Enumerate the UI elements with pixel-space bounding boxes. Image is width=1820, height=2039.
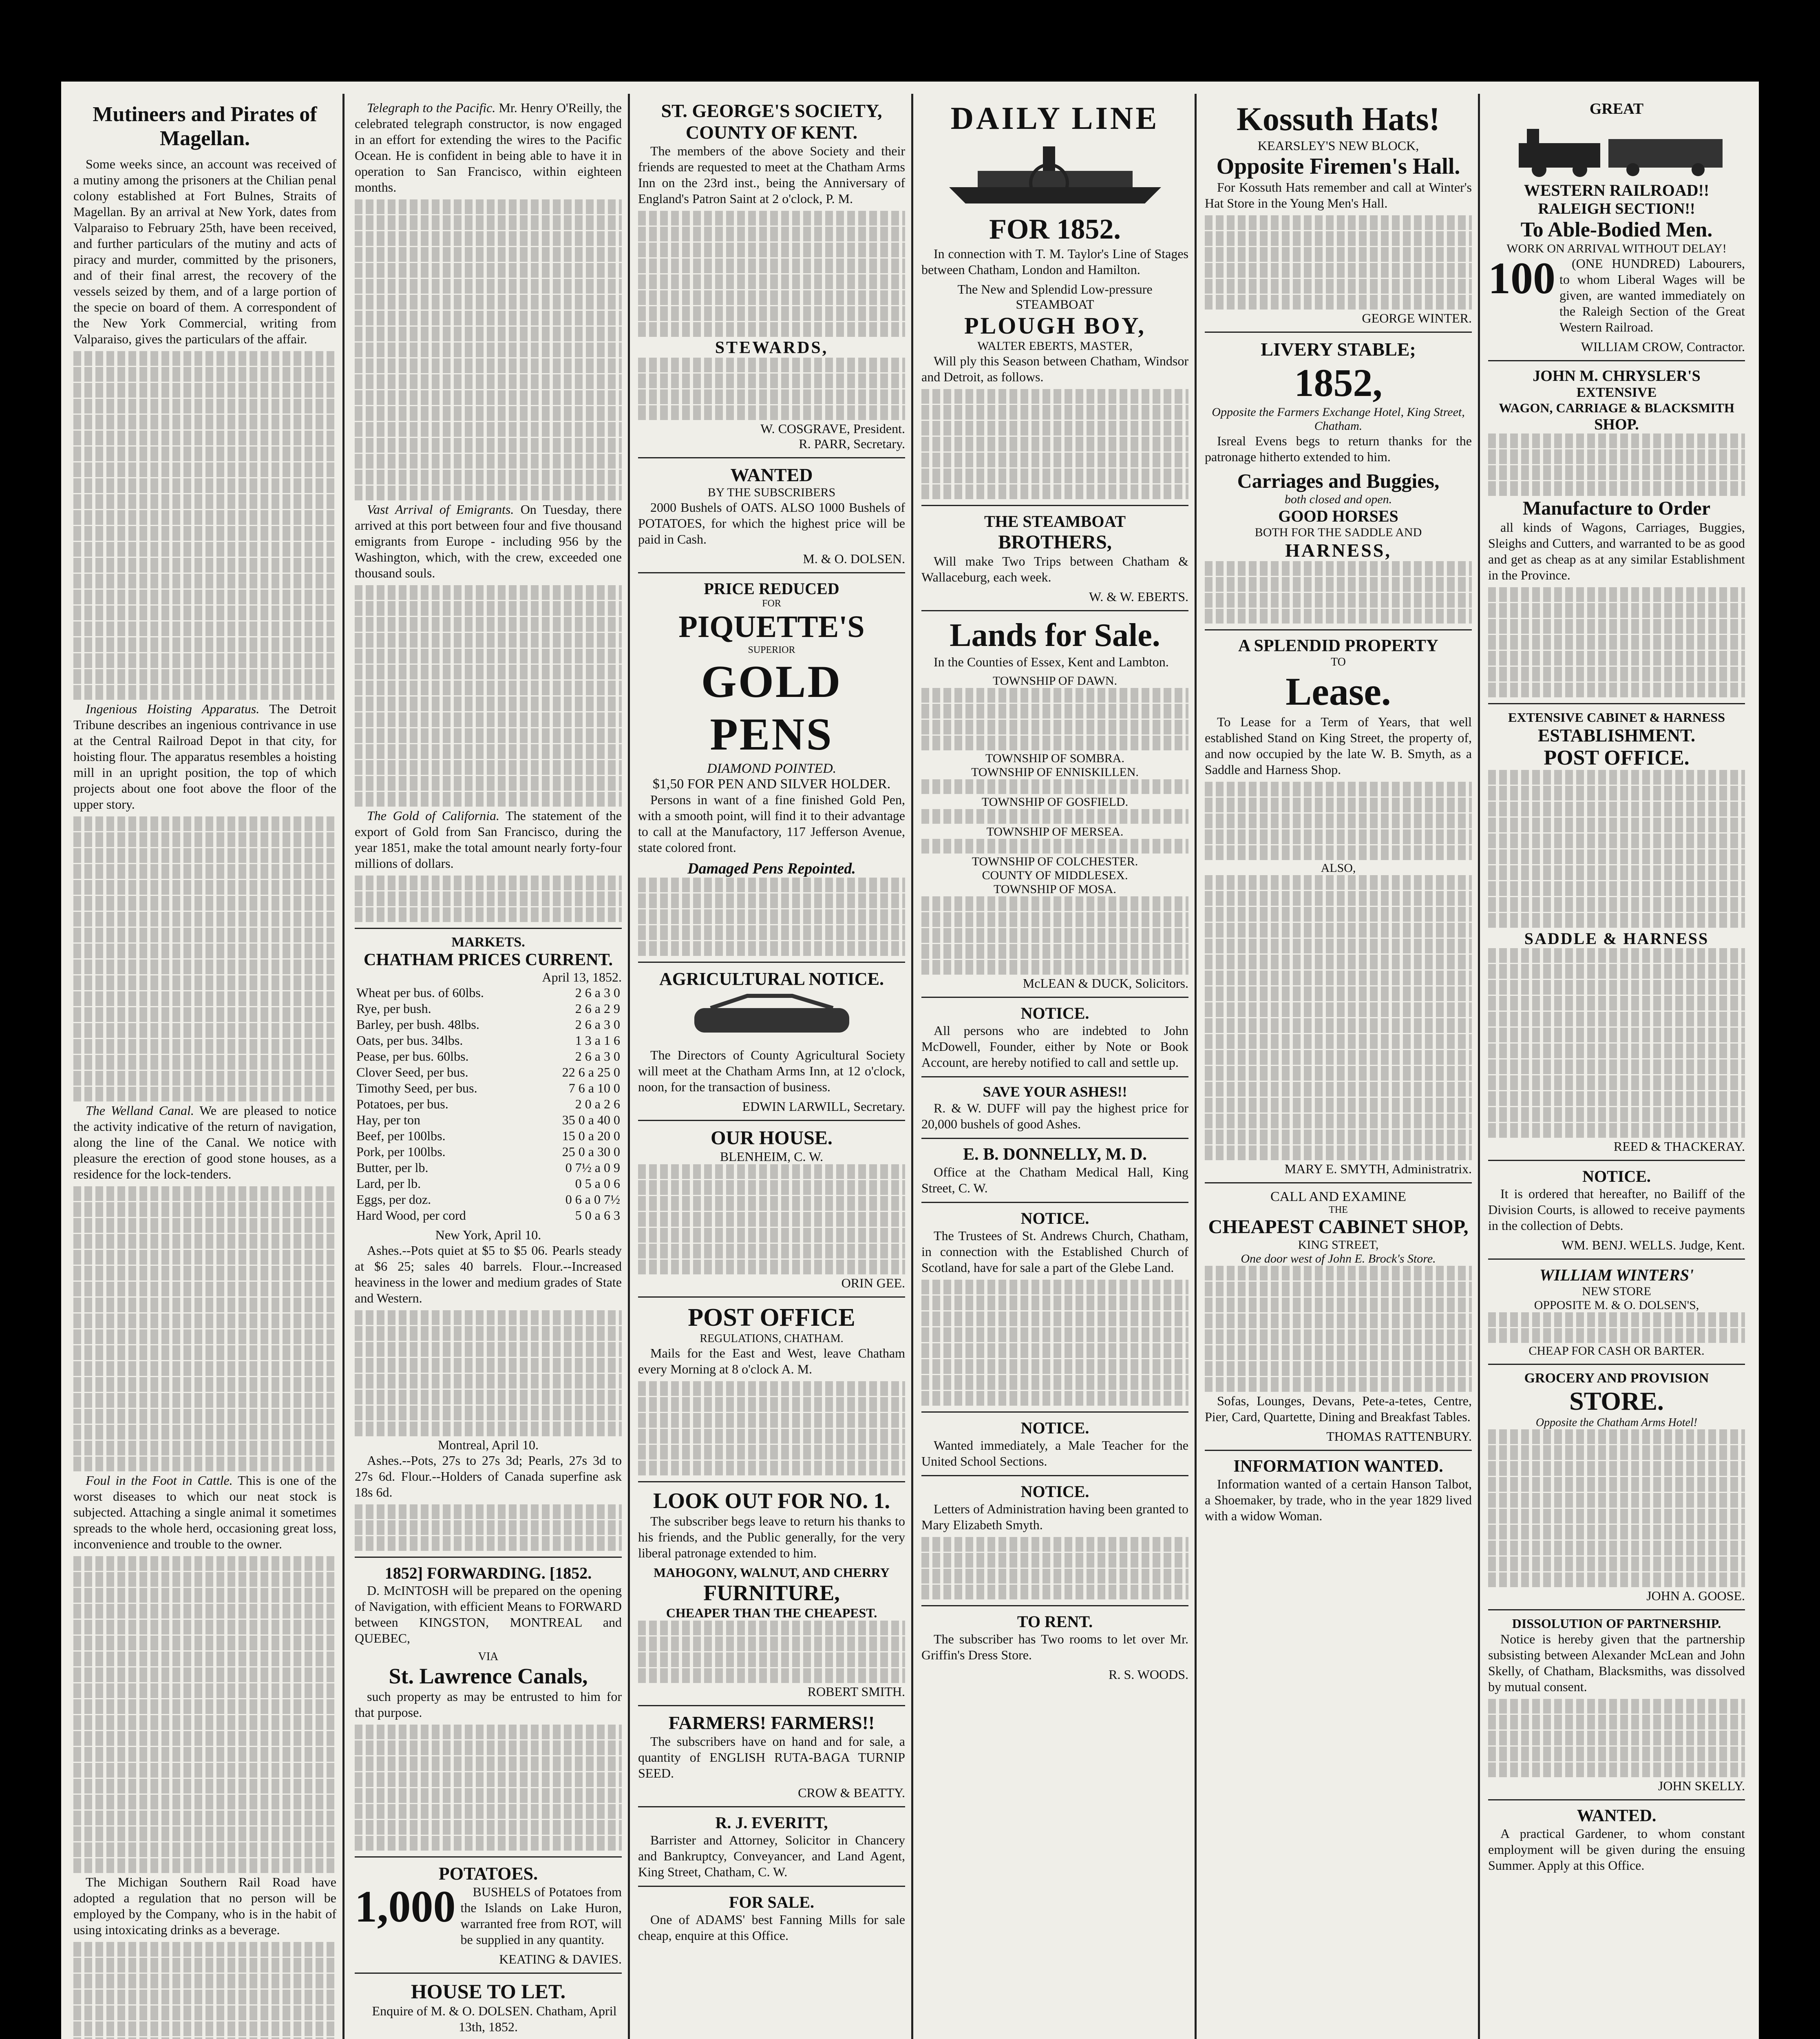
ad-heading: NOTICE. xyxy=(1020,1419,1089,1437)
price-item: Rye, per bush. xyxy=(356,1001,431,1016)
price-item: Eggs, per doz. xyxy=(356,1192,431,1207)
ad-heading: NOTICE. xyxy=(1020,1004,1089,1022)
ad-heading: ST. GEORGE'S SOCIETY, xyxy=(661,100,882,121)
column-rule xyxy=(911,94,913,2039)
price-value: 0 7½ a 0 9 xyxy=(565,1160,620,1175)
ad-heading: FURNITURE, xyxy=(703,1581,840,1605)
steamboat-icon xyxy=(941,138,1169,212)
ad-heading: JOHN M. CHRYSLER'S xyxy=(1533,367,1701,385)
price-value: 2 6 a 3 0 xyxy=(575,1049,620,1064)
ad-heading: INFORMATION WANTED. xyxy=(1233,1457,1443,1476)
ad-heading: WILLIAM WINTERS' xyxy=(1539,1266,1694,1284)
ad-heading: WESTERN RAILROAD!! xyxy=(1524,181,1710,199)
table-row xyxy=(355,1048,622,1064)
market-dateline: Montreal, April 10. xyxy=(437,1437,539,1452)
ad-heading: OUR HOUSE. xyxy=(711,1127,833,1149)
column-6: GREAT WESTERN RAILROAD!! RALEIGH SECTION!! To Able-Bodied Men. WORK ON ARRIVAL WITHOUT DELAY! 100 (ONE HUNDRED) Labourers, to whom Liberal Wages will be given, are wanted immediately on the Raleigh Section of the Great Western Railroad. WILLIAM CROW, Contractor. JOHN M. CHRYSLER'S EXTENSIVE WAGON, CARRIAGE & BLACKSMITH SHOP. Manufacture to Order all kinds of Wagons, Carriages, Buggies, Sleighs and Cutters, and warranted to be as good and get as cheap as at any similar Establishment in the Province. EXTENSIVE CABINET & HARNESS ESTABLISHMENT. POST OFFICE. SADDLE & HARNESS REED & THACKERAY. NOTICE. It is ordered that hereafter, no Bailiff of the Division Courts, is allowed to receive payments in the collection of Debts. WM. BENJ. WELLS. Judge, Kent. WILLIAM WINTERS' NEW STORE OPPOSITE M. & O. DOLSEN'S, CHEAP FOR CASH OR BARTER. GROCERY AND PROVISION STORE. Opposite the Chatham Arms Hotel! JOHN A. GOOSE. DISSOLUTION OF PARTNERSHIP. Notice is hereby given that the partnership subsisting between Alexander McLean and John Skelly, of Chatham, Blacksmiths, was dissolved by mutual consent. JOHN SKELLY. WANTED. A practical Gardener, to whom constant employment will be given during the ensuing Summer. Apply at this Office. xyxy=(1488,100,1745,1873)
price-item: Pork, per 100lbs. xyxy=(356,1144,446,1159)
article-title: Foul in the Foot in Cattle. xyxy=(86,1473,233,1488)
price-value: 1 3 a 1 6 xyxy=(575,1033,620,1048)
table-row xyxy=(355,1112,622,1128)
price-value: 5 0 a 6 3 xyxy=(575,1208,620,1223)
column-rule xyxy=(628,94,630,2039)
column-3: ST. GEORGE'S SOCIETY, COUNTY OF KENT. The members of the above Society and their friends are requested to meet at the Chatham Arms Inn on the 23rd inst., being the Anniversary of England's Patron Saint at 2 o'clock, P. M. STEWARDS, W. COSGRAVE, President. R. PARR, Secretary. WANTED BY THE SUBSCRIBERS 2000 Bushels of OATS. ALSO 1000 Bushels of POTATOES, for which the highest price will be paid in Cash. M. & O. DOLSEN. PRICE REDUCED FOR PIQUETTE'S SUPERIOR GOLD PENS DIAMOND POINTED. $1,50 FOR PEN AND SILVER HOLDER. Persons in want of a fine finished Gold Pen, with a smooth point, will find it to their advantage to call at the Manufactory, 117 Jefferson Avenue, state colored front. Damaged Pens Repointed. AGRICULTURAL NOTICE. The Directors of County Agricultural Society will meet at the Chatham Arms Inn, at 12 o'clock, noon, for the transaction of business. EDWIN LARWILL, Secretary. OUR HOUSE. BLENHEIM, C. W. ORIN GEE. POST OFFICE REGULATIONS, CHATHAM. Mails for the East and West, leave Chatham every Morning at 8 o'clock A. M. LOOK OUT FOR NO. 1. The subscriber begs leave to return his thanks to his friends, and the Public generally, for the very liberal patronage extended to him. MAHOGONY, WALNUT, AND CHERRY FURNITURE, CHEAPER THAN THE CHEAPEST. ROBERT SMITH. FARMERS! FARMERS!! The subscribers have on hand and for sale, a quantity of ENGLISH RUTA-BAGA TURNIP SEED. CROW & BEATTY. R. J. EVERITT, Barrister and Attorney, Solicitor in Chancery and Bankruptcy, Conveyancer, and Land Agent, King Street, Chatham, C. W. FOR SALE. One of ADAMS' best Fanning Mills for sale cheap, enquire at this Office. xyxy=(638,100,905,1943)
prices-table xyxy=(355,985,622,1223)
price-item: Barley, per bush. 48lbs. xyxy=(356,1017,479,1032)
article-title: Telegraph to the Pacific. xyxy=(367,100,496,115)
table-row xyxy=(355,1064,622,1080)
table-row xyxy=(355,985,622,1001)
ad-heading: PLOUGH BOY, xyxy=(964,312,1146,339)
ad-heading: FOR SALE. xyxy=(729,1893,814,1911)
price-value: 2 0 a 2 6 xyxy=(575,1097,620,1111)
ad-heading: LOOK OUT FOR NO. 1. xyxy=(653,1488,890,1513)
column-1 xyxy=(73,100,336,2039)
ad-heading: Opposite Firemen's Hall. xyxy=(1216,154,1460,179)
newspaper-page xyxy=(61,82,1759,2039)
ad-heading: A SPLENDID PROPERTY xyxy=(1238,637,1438,655)
ad-heading: ESTABLISHMENT. xyxy=(1538,725,1695,745)
column-2: Telegraph to the Pacific. Mr. Henry O'Reilly, the celebrated telegraph constructor, is now engaged in an effort for extending the wires to the Pacific Ocean. He is confident in being able to have it in operation to San Francisco, within eighteen months. Vast Arrival of Emigrants. On Tuesday, there arrived at this port between four and five thousand emigrants from Europe - including 956 by the Washington, which, with the crew, exceeded one thousand souls. The Gold of California. The statement of the export of Gold from San Francisco, during the year 1851, make the total amount nearly forty-four millions of dollars. MARKETS. CHATHAM PRICES CURRENT. April 13, 1852. Wheat per bus. of 60lbs. 2 6 a 3 0 Rye, per bush. 2 6 a 2 9 Barley, per bush. 48lbs. 2 6 a 3 0 Oats, per bus. 34lbs. 1 3 a 1 6 Pease, per bus. 60lbs. 2 6 a 3 0 Clover Seed, per bus. 22 6 a 25 0 Timothy Seed, per bus. 7 6 a 10 0 Potatoes, per bus. 2 0 a 2 6 Hay, per ton 35 0 a 40 0 Beef, per 100lbs. 15 0 a 20 0 Pork, per 100lbs. 25 0 a 30 0 Butter, per lb. 0 7½ a 0 9 Lard, per lb. 0 5 a 0 6 Eggs, per doz. 0 6 a 0 7½ Hard Wood, per cord 5 0 a 6 3 New York, April 10. Ashes.--Pots quiet at $5 to $5 06. Pearls steady at $6 25; sales 40 barrels. Flour.--Increased heaviness in the lower and medium grades of State and Western. Montreal, April 10. Ashes.--Pots, 27s to 27s 3d; Pearls, 27s 3d to 27s 6d. Flour.--Holders of Canada superfine ask 18s 6d. 1852] FORWARDING. [1852. D. McINTOSH will be prepared on the opening of Navigation, with efficient Means to FORWARD between KINGSTON, MONTREAL and QUEBEC, VIA St. Lawrence Canals, such property as may be entrusted to him for that purpose. POTATOES. 1,000 BUSHELS of Potatoes from the Islands on Lake Huron, warranted free from ROT, will be supplied in any quantity. KEATING & DAVIES. HOUSE TO LET. Enquire of M. & O. DOLSEN. Chatham, April 13th, 1852. xyxy=(355,100,622,2034)
ad-heading: DISSOLUTION OF PARTNERSHIP. xyxy=(1512,1616,1721,1631)
price-value: 15 0 a 20 0 xyxy=(562,1128,620,1143)
ad-heading: NOTICE. xyxy=(1020,1482,1089,1501)
price-item: Beef, per 100lbs. xyxy=(356,1128,446,1143)
ad-heading: R. J. EVERITT, xyxy=(715,1813,828,1832)
ad-heading: POST OFFICE xyxy=(688,1304,855,1331)
column-5: Kossuth Hats! KEARSLEY'S NEW BLOCK, Opposite Firemen's Hall. For Kossuth Hats remember and call at Winter's Hat Store in the Young Men's Hall. GEORGE WINTER. LIVERY STABLE; 1852, Opposite the Farmers Exchange Hotel, King Street, Chatham. Isreal Evens begs to return thanks for the patronage hitherto extended to him. Carriages and Buggies, both closed and open. GOOD HORSES BOTH FOR THE SADDLE AND HARNESS, A SPLENDID PROPERTY TO Lease. To Lease for a Term of Years, that well established Stand on King Street, the property of, and now occupied by the late W. B. Smyth, as a Saddle and Harness Shop. ALSO, MARY E. SMYTH, Administratrix. CALL AND EXAMINE THE CHEAPEST CABINET SHOP, KING STREET, One door west of John E. Brock's Store. Sofas, Lounges, Devans, Pete-a-tetes, Centre, Pier, Card, Quartette, Dining and Breakfast Tables. THOMAS RATTENBURY. INFORMATION WANTED. Information wanted of a certain Hanson Talbot, a Shoemaker, by trade, who in the year 1829 lived with a widow Woman. xyxy=(1205,100,1472,1523)
table-row xyxy=(355,1207,622,1223)
ad-heading: HOUSE TO LET. xyxy=(411,1980,566,2003)
ad-heading: THE STEAMBOAT xyxy=(984,512,1126,531)
table-row xyxy=(355,1017,622,1033)
article-title: Ingenious Hoisting Apparatus. xyxy=(86,701,260,716)
price-value: 2 6 a 3 0 xyxy=(575,985,620,1000)
plough-cut-icon xyxy=(686,992,857,1045)
table-row xyxy=(355,1192,622,1207)
table-row xyxy=(355,1144,622,1160)
price-item: Clover Seed, per bus. xyxy=(356,1065,468,1079)
ad-heading: POTATOES. xyxy=(438,1864,538,1884)
ad-heading: Kossuth Hats! xyxy=(1237,100,1440,137)
ad-heading: Lands for Sale. xyxy=(950,617,1160,653)
price-item: Pease, per bus. 60lbs. xyxy=(356,1049,469,1064)
table-row xyxy=(355,1096,622,1112)
ad-heading: TO RENT. xyxy=(1017,1612,1093,1631)
prices-current-title: CHATHAM PRICES CURRENT. xyxy=(364,951,613,969)
ad-heading: CHEAPEST CABINET SHOP, xyxy=(1208,1216,1469,1238)
price-item: Oats, per bus. 34lbs. xyxy=(356,1033,463,1048)
table-row xyxy=(355,1128,622,1144)
price-value: 22 6 a 25 0 xyxy=(562,1065,620,1079)
locomotive-icon xyxy=(1502,119,1731,180)
price-value: 0 6 a 0 7½ xyxy=(565,1192,620,1207)
ad-heading: STORE. xyxy=(1569,1387,1664,1415)
ad-heading: COUNTY OF KENT. xyxy=(685,122,858,143)
column-rule xyxy=(1478,94,1480,2039)
ad-heading: BROTHERS, xyxy=(998,531,1112,553)
price-item: Lard, per lb. xyxy=(356,1176,421,1191)
ad-heading: To Able-Bodied Men. xyxy=(1520,218,1713,241)
ad-heading: FOR 1852. xyxy=(989,214,1121,245)
ad-heading: Lease. xyxy=(1285,670,1391,713)
ad-heading: Manufacture to Order xyxy=(1522,498,1711,519)
ad-heading: AGRICULTURAL NOTICE. xyxy=(659,969,884,989)
ad-heading: WANTED. xyxy=(1577,1807,1657,1825)
price-value: 0 5 a 0 6 xyxy=(575,1176,620,1191)
ad-heading: POST OFFICE. xyxy=(1544,746,1690,770)
column-rule xyxy=(342,94,345,2039)
article-title: The Welland Canal. xyxy=(86,1103,194,1118)
ad-heading: St. Lawrence Canals, xyxy=(389,1664,588,1688)
ad-heading: Carriages and Buggies, xyxy=(1237,469,1440,492)
ad-heading: DAILY LINE xyxy=(950,100,1160,136)
price-item: Butter, per lb. xyxy=(356,1160,428,1175)
article-body: Some weeks since, an account was received of a mutiny among the prisoners at the Chilian penal colony established at Fort Bulnes, Straits of Magellan. By an arrival at New York, dates from Valparaiso to February 25th, have been received, and further particulars of the mutiny and acts of piracy and murder, committed by the prisoners, and of their final arrest, the recovery of the vessels seized by them, and of a large portion of the specie on board of them. A correspondent of the New York Commercial, writing from Valparaiso, gives the particulars of the affair. Ingenious Hoisting Apparatus. The Detroit Tribune describes an ingenious contrivance in use at the Central Railroad Depot in that city, for hoisting flour. The apparatus resembles a hoisting mill in an upright position, the top of which projects about one foot above the floor of the upper story. The Welland Canal. We are pleased to notice the activity indicative of the return of navigation, along the line of the Canal. We notice with pleasure the erection of good stone houses, as a residence for the lock-tenders. Foul in the Foot in Cattle. This is one of the worst diseases to which our neat stock is subjected. Attaching a single animal it sometimes spreads to the whole herd, occasioning great loss, inconvenience and trouble to the owner. The Michigan Southern Rail Road have adopted a regulation that no person will be employed by the Company, who is in the habit of using intoxicating drinks as a beverage. xyxy=(73,156,336,2039)
ad-heading: LIVERY STABLE; xyxy=(1261,339,1416,360)
column-rule xyxy=(1195,94,1197,2039)
ad-heading: 1852, xyxy=(1294,361,1383,405)
price-value: 35 0 a 40 0 xyxy=(562,1112,620,1127)
ad-heading: 1,000 xyxy=(355,1882,456,1931)
article-title: The Gold of California. xyxy=(367,808,500,823)
price-item: Hard Wood, per cord xyxy=(356,1208,466,1223)
table-row xyxy=(355,1001,622,1017)
ad-heading: SAVE YOUR ASHES!! xyxy=(983,1084,1127,1100)
price-item: Hay, per ton xyxy=(356,1112,420,1127)
article-title: Mutineers and Pirates of Magellan. xyxy=(93,103,317,150)
markets-heading: MARKETS. xyxy=(451,935,525,950)
ad-heading: FARMERS! FARMERS!! xyxy=(668,1712,875,1733)
price-value: 2 6 a 2 9 xyxy=(575,1001,620,1016)
price-item: Potatoes, per bus. xyxy=(356,1097,448,1111)
ad-heading: GROCERY AND PROVISION xyxy=(1524,1371,1709,1386)
market-dateline: New York, April 10. xyxy=(435,1227,541,1242)
ad-heading: WANTED xyxy=(730,464,813,485)
column-4: DAILY LINE FOR 1852. In connection with T. M. Taylor's Line of Stages between Chatham, London and Hamilton. The New and Splendid Low-pressure STEAMBOAT PLOUGH BOY, WALTER EBERTS, MASTER, Will ply this Season between Chatham, Windsor and Detroit, as follows. THE STEAMBOAT BROTHERS, Will make Two Trips between Chatham & Wallaceburg, each week. W. & W. EBERTS. Lands for Sale. In the Counties of Essex, Kent and Lambton. TOWNSHIP OF DAWN. TOWNSHIP OF SOMBRA. TOWNSHIP OF ENNISKILLEN. TOWNSHIP OF GOSFIELD. TOWNSHIP OF MERSEA. TOWNSHIP OF COLCHESTER. COUNTY OF MIDDLESEX. TOWNSHIP OF MOSA. McLEAN & DUCK, Solicitors. NOTICE. All persons who are indebted to John McDowell, Founder, either by Note or Book Account, are hereby notified to call and settle up. SAVE YOUR ASHES!! R. & W. DUFF will pay the highest price for 20,000 bushels of good Ashes. E. B. DONNELLY, M. D. Office at the Chatham Medical Hall, King Street, C. W. NOTICE. The Trustees of St. Andrews Church, Chatham, in connection with the Established Church of Scotland, have for sale a part of the Glebe Land. NOTICE. Wanted immediately, a Male Teacher for the United School Sections. NOTICE. Letters of Administration having been granted to Mary Elizabeth Smyth. TO RENT. The subscriber has Two rooms to let over Mr. Griffin's Dress Store. R. S. WOODS. xyxy=(921,100,1188,1682)
article-title: Vast Arrival of Emigrants. xyxy=(367,502,514,517)
price-value: 2 6 a 3 0 xyxy=(575,1017,620,1032)
prices-date: April 13, 1852. xyxy=(542,970,622,984)
table-row xyxy=(355,1033,622,1048)
price-value: 25 0 a 30 0 xyxy=(562,1144,620,1159)
price-item: Timothy Seed, per bus. xyxy=(356,1081,477,1095)
ad-heading: E. B. DONNELLY, M. D. xyxy=(963,1145,1147,1164)
ad-heading: NOTICE. xyxy=(1020,1209,1089,1227)
ad-heading: 1852] FORWARDING. [1852. xyxy=(384,1564,592,1582)
table-row xyxy=(355,1160,622,1176)
ad-heading: NOTICE. xyxy=(1582,1167,1651,1185)
table-row xyxy=(355,1176,622,1192)
table-row xyxy=(355,1080,622,1096)
ad-heading: PIQUETTE'S xyxy=(678,610,865,644)
ad-heading: GOLD PENS xyxy=(701,657,842,760)
price-value: 7 6 a 10 0 xyxy=(568,1081,620,1095)
price-item: Wheat per bus. of 60lbs. xyxy=(356,985,484,1000)
